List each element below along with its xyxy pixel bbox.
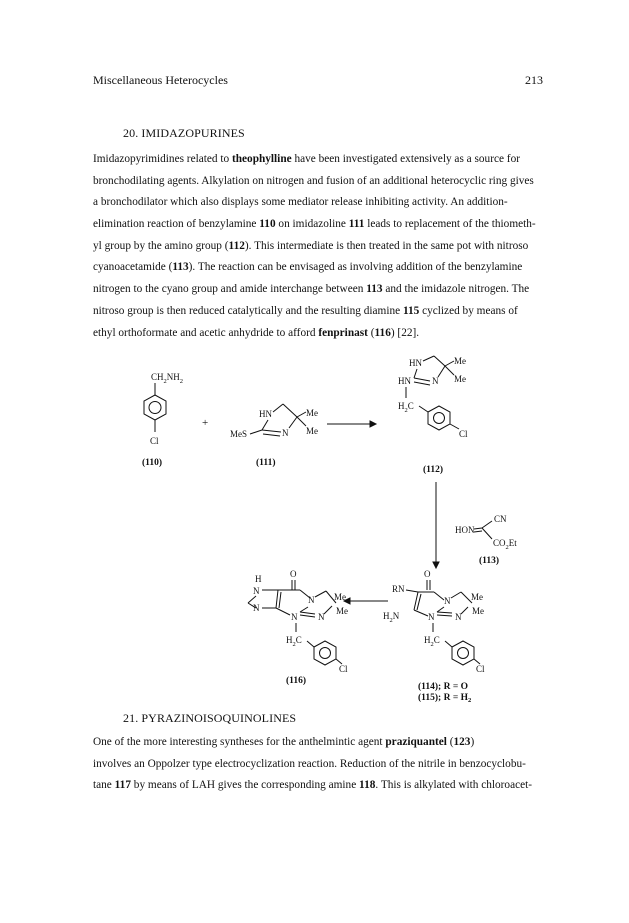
svg-text:N: N <box>428 612 435 622</box>
svg-text:Me: Me <box>334 592 346 602</box>
svg-text:N: N <box>308 595 315 605</box>
svg-text:H2N: $H_2N$ <box>383 611 400 624</box>
svg-text:HN: HN <box>259 409 272 419</box>
svg-text:MeS: MeS <box>230 429 248 439</box>
section-21-heading: 21. PYRAZINOISOQUINOLINES <box>123 711 297 725</box>
svg-text:Cl: Cl <box>459 429 468 439</box>
svg-text:Me: Me <box>472 606 484 616</box>
label-114: (114); R = O <box>418 682 469 692</box>
svg-text:N: N <box>432 376 439 386</box>
svg-text:HN: HN <box>409 358 422 368</box>
svg-text:H2C: $H_2C$ <box>398 401 414 414</box>
compound-113-structure <box>455 514 517 551</box>
section-20-heading: 20. IMIDAZOPURINES <box>123 126 245 140</box>
text-line: tane 117 by means of LAH gives the corresponding amine 118. This is alkylated with chloroacet- <box>93 779 533 792</box>
text-line: ethyl orthoformate and acetic anhydride to afford fenprinast (116) [22]. <box>93 326 420 339</box>
section-21-paragraph <box>93 732 563 797</box>
svg-text:Me: Me <box>454 374 466 384</box>
label-110: (110) <box>142 458 163 468</box>
svg-text:O: O <box>290 569 297 579</box>
compound-116-structure <box>248 569 348 674</box>
text-line: One of the more interesting syntheses for the anthelmintic agent praziquantel (123) <box>93 736 475 748</box>
svg-text:Cl: Cl <box>150 436 159 446</box>
text-line: involves an Oppolzer type electrocyclization reaction. Reduction of the nitrile in benzocyclobu- <box>93 757 526 770</box>
compound-114-115-structure <box>383 569 485 674</box>
svg-text:Cl: Cl <box>476 664 485 674</box>
svg-text:H: H <box>255 574 262 584</box>
svg-text:N: N <box>444 596 451 606</box>
svg-text:H2C: $H_2C$ <box>286 635 302 648</box>
text-line: cyanoacetamide (113). The reaction can be envisaged as involving addition of the benzylamine <box>93 261 523 274</box>
svg-text:CN: CN <box>494 514 507 524</box>
svg-text:HN: HN <box>398 376 411 386</box>
svg-text:HON: HON <box>455 525 475 535</box>
compound-111-structure <box>230 404 318 439</box>
plus-sign: + <box>202 417 209 429</box>
label-113: (113) <box>479 556 500 566</box>
text-line: elimination reaction of benzylamine 110 on imidazoline 111 leads to replacement of the thiometh- <box>93 218 536 231</box>
compound-112-structure <box>398 356 468 439</box>
svg-text:Me: Me <box>306 408 318 418</box>
svg-text:Me: Me <box>336 606 348 616</box>
svg-text:Cl: Cl <box>339 664 348 674</box>
svg-text:Me: Me <box>454 356 466 366</box>
label-115: (115); $R = H_2$ <box>418 693 472 704</box>
text-line: Imidazopyrimidines related to theophylline have been investigated extensively as a source for <box>93 153 520 165</box>
svg-text:N: N <box>253 603 260 613</box>
svg-text:N: N <box>253 586 260 596</box>
svg-text:N: N <box>318 612 325 622</box>
svg-text:Me: Me <box>306 426 318 436</box>
svg-text:CO2Et: $CO_2Et$ <box>493 538 517 551</box>
label-112: (112) <box>423 465 444 475</box>
text-line: nitrogen to the cyano group and amide interchange between 113 and the imidazole nitrogen. The <box>93 283 530 296</box>
text-line: nitroso group is then reduced catalytically and the resulting diamine 115 cyclized by means of <box>93 304 518 317</box>
text-line: bronchodilating agents. Alkylation on nitrogen and fusion of an additional heterocyclic ring gives <box>93 174 534 187</box>
text-line: yl group by the amino group (112). This intermediate is then treated in the same pot with nitroso <box>93 239 529 252</box>
svg-text:N: N <box>291 612 298 622</box>
svg-text:O: O <box>424 569 431 579</box>
svg-text:Me: Me <box>471 592 483 602</box>
page-number: 213 <box>525 73 543 87</box>
svg-text:RN: RN <box>392 584 405 594</box>
compound-110-structure <box>144 372 183 446</box>
text-line: a bronchodilator which also displays some mediator release inhibiting activity. An addition- <box>93 196 508 209</box>
running-head-title: Miscellaneous Heterocycles <box>93 73 228 87</box>
svg-text:N: N <box>455 612 462 622</box>
label-111: (111) <box>256 458 276 468</box>
svg-text:H2C: $H_2C$ <box>424 635 440 648</box>
label-116: (116) <box>286 676 307 686</box>
svg-text:N: N <box>282 428 289 438</box>
svg-text:CH2NH2: $CH_2NH_2$ <box>151 372 184 385</box>
